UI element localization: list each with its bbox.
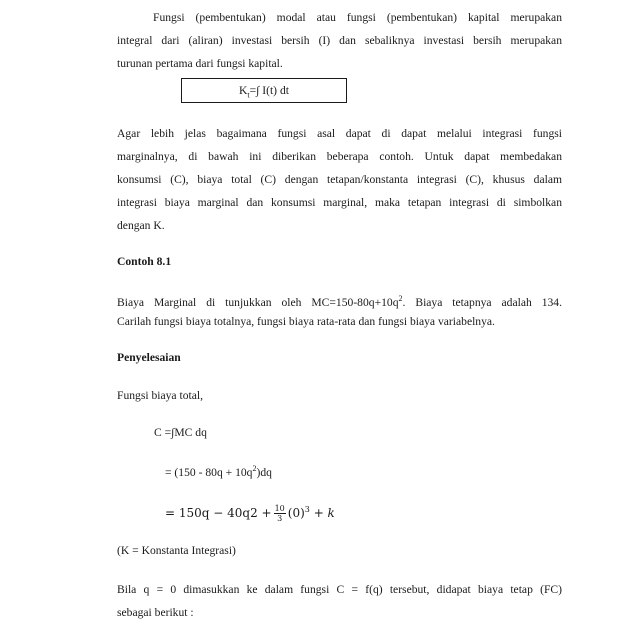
formula-k: K — [239, 84, 248, 97]
eq3-denominator: 3 — [277, 514, 283, 523]
eq3-numerator: 10 — [274, 504, 285, 513]
equation-expanded — [165, 459, 272, 483]
capital-formula-box — [181, 78, 347, 103]
final-paragraph — [117, 578, 562, 624]
total-cost-label: Fungsi biaya total, — [117, 389, 203, 402]
formula-k-subscript: t — [247, 90, 250, 100]
explanation-line: Agar lebih jelas bagaimana fungsi asal dapat di dapat melalui integrasi fungsi — [117, 127, 562, 140]
explanation-line: integrasi biaya marginal dan konsumsi marginal, maka tetapan integrasi di simbolkan — [117, 196, 562, 209]
intro-paragraph — [117, 6, 562, 75]
example-heading: Contoh 8.1 — [117, 255, 172, 268]
final-line: Bila q = 0 dimasukkan ke dalam fungsi C = f(q) tersebut, didapat biaya tetap (FC) — [117, 583, 562, 596]
example-exponent: 2 — [398, 294, 403, 303]
eq2-text: = (150 - 80q + 10q — [165, 465, 253, 479]
intro-line: turunan pertama dari fungsi kapital. — [117, 57, 283, 70]
equation-result — [165, 500, 335, 523]
formula-integral: =∫ I(t) dt — [249, 84, 289, 97]
explanation-line: marginalnya, di bawah ini diberikan beberapa contoh. Untuk dapat membedakan — [117, 150, 562, 163]
example-line1-text: Biaya Marginal di tunjukkan oleh MC=150-80q+10q — [117, 295, 399, 309]
explanation-line: konsumsi (C), biaya total (C) dengan tetapan/konstanta integrasi (C), khusus dalam — [117, 173, 562, 186]
eq3-fraction — [274, 504, 286, 523]
eq3-text: = 150q − 40q2 + — [165, 506, 272, 520]
eq2-end: )dq — [256, 465, 272, 479]
example-paragraph — [117, 287, 562, 333]
eq3-constant: + k — [309, 506, 335, 520]
eq3-exponent: 3 — [304, 505, 310, 514]
equation-integral-mc: C =∫MC dq — [154, 426, 207, 439]
explanation-paragraph — [117, 122, 562, 237]
example-line1-end: . Biaya tetapnya adalah 134. — [402, 295, 562, 309]
eq2-exponent: 2 — [252, 464, 257, 473]
eq3-zero-term: (0) — [287, 506, 305, 520]
explanation-line: dengan K. — [117, 219, 165, 232]
final-line: sebagai berikut : — [117, 606, 194, 619]
constant-note: (K = Konstanta Integrasi) — [117, 544, 236, 557]
intro-line: Fungsi (pembentukan) modal atau fungsi (pembentukan) kapital merupakan — [153, 11, 562, 24]
solution-heading: Penyelesaian — [117, 351, 181, 364]
example-line: Carilah fungsi biaya totalnya, fungsi biaya rata-rata dan fungsi biaya variabelnya. — [117, 315, 495, 328]
example-line — [117, 287, 562, 310]
intro-line: integral dari (aliran) investasi bersih (I) dan sebaliknya investasi bersih merupakan — [117, 34, 562, 47]
